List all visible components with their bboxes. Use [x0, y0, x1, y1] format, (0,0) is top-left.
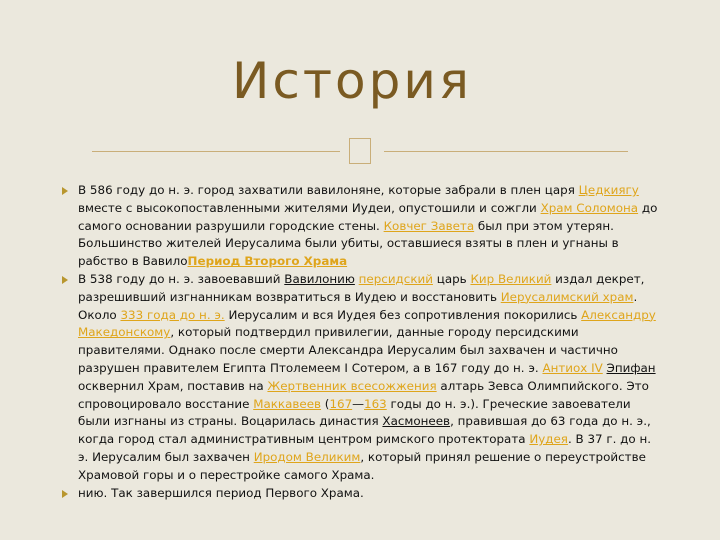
slide-title: История [232, 52, 472, 110]
paragraph-text: нию. Так завершился период Первого Храма. [78, 485, 364, 500]
paragraph-text: алтарь Зевса Олимпийского. Это спровоцировало восстание [78, 378, 649, 411]
hyperlink[interactable]: Вавилонию [284, 271, 355, 286]
bullet-paragraph [62, 271, 662, 485]
ornament-square-icon [349, 138, 371, 164]
title-divider-left [92, 151, 340, 152]
hyperlink[interactable]: Маккавеев [253, 396, 322, 411]
paragraph-text: был при этом утерян. Большинство жителей Иерусалима были убиты, оставшиеся взяты в плен и угнаны в рабство в Вавило [78, 218, 619, 269]
hyperlink[interactable]: Жертвенник всесожжения [267, 378, 437, 393]
hyperlink[interactable]: 333 года до н. э. [120, 307, 225, 322]
hyperlink[interactable]: Храм Соломона [540, 200, 639, 215]
paragraph-text: — [352, 396, 365, 411]
hyperlink[interactable]: персидский [358, 271, 433, 286]
paragraph-text: вместе с высокопоставленными жителями Иудеи, опустошили и сожгли [78, 200, 541, 215]
paragraph-text: осквернил Храм, поставив на [78, 378, 268, 393]
paragraph-text: ( [321, 396, 330, 411]
bullet-arrow-icon [62, 276, 68, 284]
paragraph-text: , который принял решение о переустройстве Храмовой горы и о перестройке самого Храма. [78, 449, 646, 482]
hyperlink[interactable]: Кир Великий [470, 271, 552, 286]
hyperlink[interactable]: Хасмонеев [382, 414, 451, 429]
bullet-arrow-icon [62, 490, 68, 498]
bullet-paragraph [62, 485, 662, 503]
hyperlink[interactable]: Цедкиягу [578, 183, 639, 197]
hyperlink[interactable]: Ковчег Завета [383, 218, 475, 233]
paragraph-text: В 586 году до н. э. город захватили вавилоняне, которые забрали в плен царя [78, 183, 579, 197]
paragraph-text: до самого основании разрушили городские стены. [78, 200, 658, 233]
paragraph-text: В 538 году до н. э. завоевавший [78, 271, 285, 286]
bullet-arrow-icon [62, 187, 68, 195]
paragraph-text: , правившая до 63 года до н. э., когда город стал административным центром римского протектората [78, 414, 651, 447]
hyperlink[interactable]: 163 [364, 396, 387, 411]
hyperlink[interactable]: Александру Македонскому [78, 307, 656, 340]
paragraph-text: царь [432, 271, 471, 286]
paragraph-text: . В 37 г. до н. э. Иерусалим был захвачен [78, 432, 651, 464]
hyperlink[interactable]: Антиох IV [542, 360, 603, 375]
hyperlink[interactable]: Иерусалимский храм [500, 289, 634, 304]
body-text [62, 182, 662, 502]
paragraph-text: годы до н. э.). Греческие завоеватели были изгнаны из страны. Воцарилась династия [78, 396, 631, 429]
hyperlink[interactable]: Период Второго Храма [187, 254, 348, 269]
paragraph-text: Иерусалим и вся Иудея без сопротивления покорились [224, 307, 582, 322]
paragraph-text: . Около [78, 289, 638, 322]
hyperlink[interactable]: Эпифан [606, 360, 656, 375]
hyperlink[interactable]: 167 [329, 396, 353, 411]
paragraph-text: издал декрет, разрешивший изгнанникам возвратиться в Иудею и восстановить [78, 271, 645, 304]
hyperlink[interactable]: Иродом Великим [253, 449, 361, 464]
bullet-paragraph [62, 182, 662, 271]
title-divider-right [384, 151, 628, 152]
hyperlink[interactable]: Иудея [529, 432, 568, 447]
paragraph-text: , который подтвердил привилегии, данные городу персидскими правителями. Однако после смерти Александра Иерусалим был захвачен и частично разрушен правителем Египта Птолемеем I Сотером, а в 167 году до н. э. [78, 325, 618, 375]
